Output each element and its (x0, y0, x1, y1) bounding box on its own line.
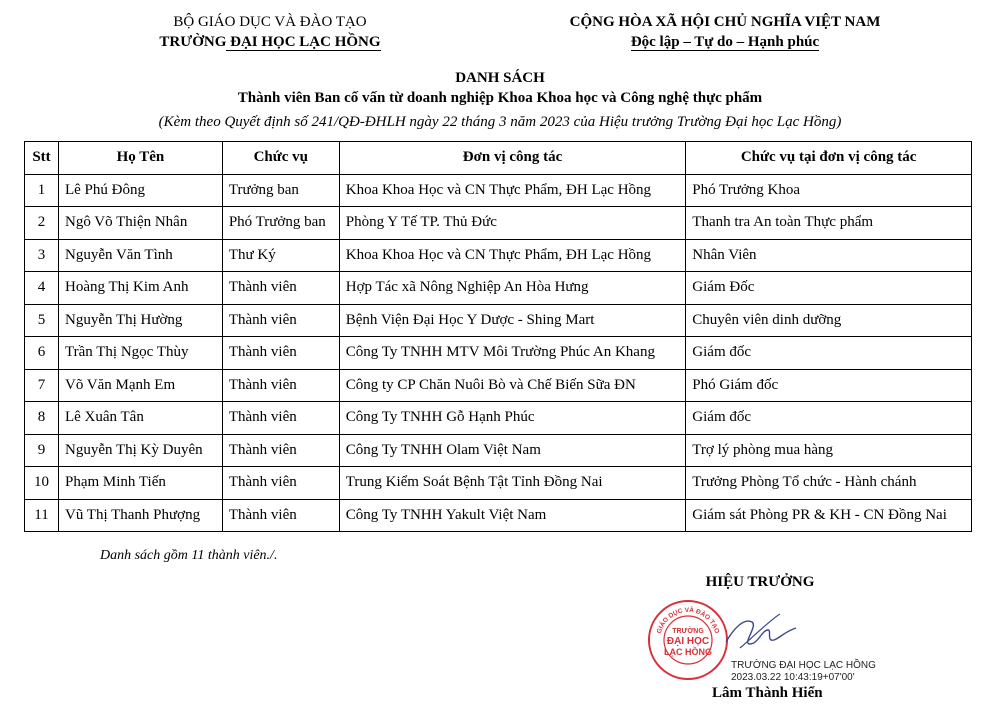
cell-position: Thành viên (222, 402, 339, 435)
cell-org-position: Phó Giám đốc (686, 369, 972, 402)
digital-signer-org: TRƯỜNG ĐẠI HỌC LẠC HỒNG (731, 660, 876, 671)
cell-stt: 10 (25, 467, 59, 500)
cell-org-position: Trưởng Phòng Tổ chức - Hành chánh (686, 467, 972, 500)
cell-stt: 1 (25, 174, 59, 207)
table-header-row (25, 142, 972, 175)
table-row (25, 434, 972, 467)
cell-organization: Khoa Khoa Học và CN Thực Phẩm, ĐH Lạc Hồng (339, 239, 686, 272)
cell-org-position: Chuyên viên dinh dưỡng (686, 304, 972, 337)
cell-position: Thành viên (222, 337, 339, 370)
seal-line-1: TRƯỜNG (672, 628, 704, 635)
cell-position: Thư Ký (222, 239, 339, 272)
cell-organization: Hợp Tác xã Nông Nghiệp An Hòa Hưng (339, 272, 686, 305)
cell-stt: 8 (25, 402, 59, 435)
cell-organization: Công Ty TNHH Yakult Việt Nam (339, 499, 686, 532)
school-name-part-1: TRƯỜNG (159, 34, 227, 50)
cell-name: Nguyễn Thị Hường (58, 304, 222, 337)
member-count-note: Danh sách gồm 11 thành viên./. (100, 548, 278, 563)
national-motto-text: Độc lập – Tự do – Hạnh phúc (630, 34, 820, 50)
cell-organization: Công Ty TNHH MTV Môi Trường Phúc An Khang (339, 337, 686, 370)
school-name-part-2: ĐẠI HỌC LẠC HỒNG (226, 34, 381, 50)
handwritten-signature-icon (722, 608, 802, 658)
cell-position: Thành viên (222, 434, 339, 467)
cell-org-position: Nhân Viên (686, 239, 972, 272)
cell-stt: 9 (25, 434, 59, 467)
cell-org-position: Thanh tra An toàn Thực phẩm (686, 207, 972, 240)
header-org-position: Chức vụ tại đơn vị công tác (686, 142, 972, 175)
table-row (25, 239, 972, 272)
cell-name: Trần Thị Ngọc Thùy (58, 337, 222, 370)
cell-org-position: Giám sát Phòng PR & KH - CN Đồng Nai (686, 499, 972, 532)
cell-position: Thành viên (222, 272, 339, 305)
cell-organization: Công ty CP Chăn Nuôi Bò và Chế Biến Sữa ĐN (339, 369, 686, 402)
table-row (25, 499, 972, 532)
table-row (25, 337, 972, 370)
country-name: CỘNG HÒA XÃ HỘI CHỦ NGHĨA VIỆT NAM (569, 14, 881, 30)
cell-name: Nguyễn Văn Tình (58, 239, 222, 272)
official-seal-icon (646, 598, 730, 682)
cell-stt: 2 (25, 207, 59, 240)
seal-ring-text: GIÁO DỤC VÀ ĐÀO TẠO (655, 606, 721, 635)
signer-name: Lâm Thành Hiển (712, 685, 823, 701)
cell-stt: 6 (25, 337, 59, 370)
header-stt: Stt (25, 142, 59, 175)
cell-stt: 4 (25, 272, 59, 305)
cell-position: Trưởng ban (222, 174, 339, 207)
header-position: Chức vụ (222, 142, 339, 175)
cell-org-position: Giám đốc (686, 402, 972, 435)
table-row (25, 304, 972, 337)
cell-org-position: Giám Đốc (686, 272, 972, 305)
cell-stt: 3 (25, 239, 59, 272)
decision-note: (Kèm theo Quyết định số 241/QĐ-ĐHLH ngày 22 tháng 3 năm 2023 của Hiệu trưởng Trường Đại học Lạc Hồng) (158, 114, 842, 130)
cell-name: Vũ Thị Thanh Phượng (58, 499, 222, 532)
cell-name: Võ Văn Mạnh Em (58, 369, 222, 402)
cell-organization: Công Ty TNHH Olam Việt Nam (339, 434, 686, 467)
cell-name: Lê Xuân Tân (58, 402, 222, 435)
cell-stt: 11 (25, 499, 59, 532)
seal-line-3: LẠC HỒNG (664, 647, 712, 657)
seal-line-2: ĐẠI HỌC (666, 636, 710, 647)
header-organization: Đơn vị công tác (339, 142, 686, 175)
table-row (25, 369, 972, 402)
cell-position: Phó Trưởng ban (222, 207, 339, 240)
cell-stt: 7 (25, 369, 59, 402)
ministry-name: BỘ GIÁO DỤC VÀ ĐÀO TẠO (173, 14, 367, 30)
cell-name: Ngô Võ Thiện Nhân (58, 207, 222, 240)
document-subtitle: Thành viên Ban cố vấn từ doanh nghiệp Khoa Khoa học và Công nghệ thực phẩm (237, 90, 763, 106)
cell-organization: Khoa Khoa Học và CN Thực Phẩm, ĐH Lạc Hồng (339, 174, 686, 207)
cell-organization: Công Ty TNHH Gỗ Hạnh Phúc (339, 402, 686, 435)
cell-organization: Trung Kiểm Soát Bệnh Tật Tỉnh Đồng Nai (339, 467, 686, 500)
table-row (25, 272, 972, 305)
cell-position: Thành viên (222, 304, 339, 337)
cell-organization: Bệnh Viện Đại Học Y Dược - Shing Mart (339, 304, 686, 337)
table-row (25, 467, 972, 500)
header-name: Họ Tên (58, 142, 222, 175)
cell-org-position: Phó Trưởng Khoa (686, 174, 972, 207)
table-row (25, 207, 972, 240)
table-row (25, 402, 972, 435)
cell-position: Thành viên (222, 499, 339, 532)
school-name (130, 32, 410, 52)
cell-org-position: Trợ lý phòng mua hàng (686, 434, 972, 467)
cell-position: Thành viên (222, 369, 339, 402)
header-left (130, 12, 410, 52)
header-right (530, 12, 920, 52)
cell-name: Nguyễn Thị Kỳ Duyên (58, 434, 222, 467)
table-row (25, 174, 972, 207)
cell-name: Hoàng Thị Kim Anh (58, 272, 222, 305)
cell-organization: Phòng Y Tế TP. Thủ Đức (339, 207, 686, 240)
digital-signature-timestamp: 2023.03.22 10:43:19+07'00' (731, 672, 855, 683)
cell-stt: 5 (25, 304, 59, 337)
digital-signature-info (731, 660, 876, 684)
cell-position: Thành viên (222, 467, 339, 500)
document-title: DANH SÁCH (455, 70, 545, 86)
signer-title: HIỆU TRƯỞNG (705, 574, 815, 590)
cell-org-position: Giám đốc (686, 337, 972, 370)
national-motto (530, 32, 920, 52)
cell-name: Phạm Minh Tiến (58, 467, 222, 500)
cell-name: Lê Phú Đông (58, 174, 222, 207)
member-table (24, 141, 972, 532)
